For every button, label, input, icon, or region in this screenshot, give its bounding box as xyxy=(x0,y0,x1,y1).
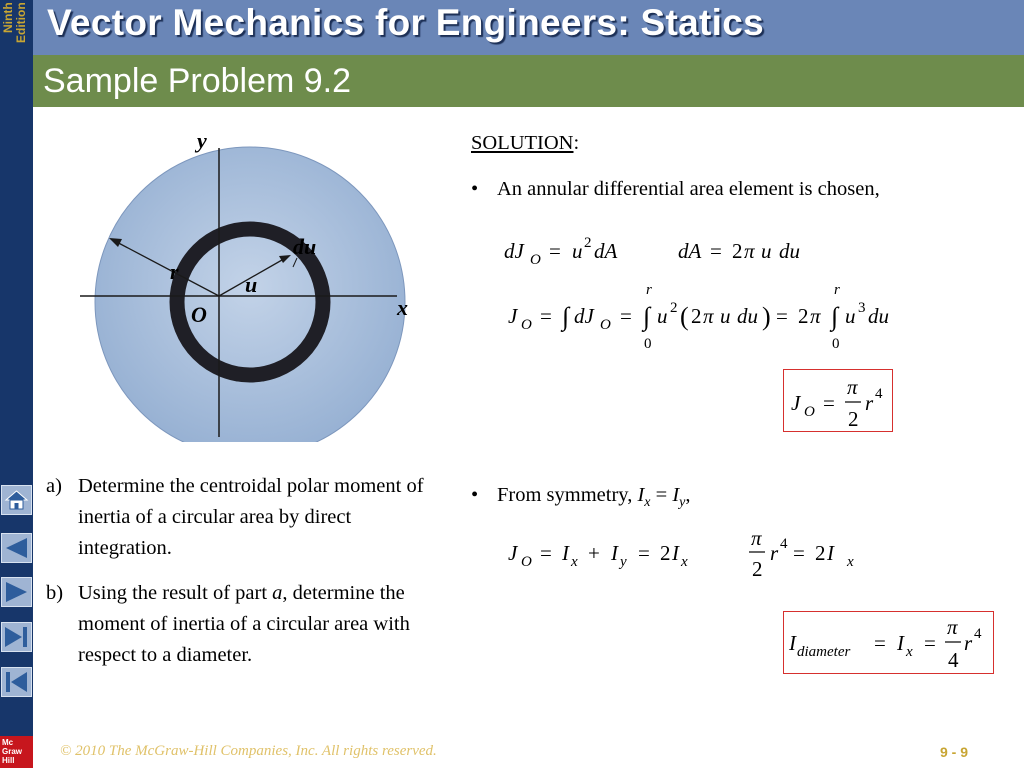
svg-text:dJ: dJ xyxy=(574,304,594,328)
svg-text:2: 2 xyxy=(732,239,743,263)
svg-text:2: 2 xyxy=(815,541,826,565)
solution-heading xyxy=(471,132,579,155)
home-button[interactable] xyxy=(1,485,32,515)
svg-text:∫: ∫ xyxy=(562,302,570,331)
equation-JO-integral xyxy=(500,280,920,360)
svg-text:4: 4 xyxy=(780,536,788,552)
next-slide-button[interactable] xyxy=(1,577,32,607)
edition-label xyxy=(0,0,33,70)
publisher-line-3: Hill xyxy=(2,756,15,765)
svg-text:u: u xyxy=(761,239,772,263)
svg-text:π: π xyxy=(751,526,762,550)
svg-text:2: 2 xyxy=(584,235,592,251)
edition-line-1: Ninth xyxy=(1,2,15,33)
svg-text:x: x xyxy=(847,554,854,570)
svg-text:u: u xyxy=(845,304,856,328)
result-box-Idiameter xyxy=(783,611,994,674)
svg-text:π: π xyxy=(744,239,755,263)
origin-label: O xyxy=(191,302,207,327)
svg-text:(: ( xyxy=(680,302,689,331)
svg-text:+: + xyxy=(588,541,600,565)
copyright-notice: © 2010 The McGraw-Hill Companies, Inc. All rights reserved. xyxy=(60,743,437,759)
svg-text:dA: dA xyxy=(678,239,702,263)
title-bar xyxy=(33,0,1024,55)
previous-slide-button[interactable] xyxy=(1,533,32,563)
equation-Idiameter-result xyxy=(784,612,993,673)
svg-text:3: 3 xyxy=(858,300,866,316)
svg-text:x: x xyxy=(906,644,913,660)
problem-b-italic: a xyxy=(272,582,283,604)
svg-text:π: π xyxy=(947,615,958,639)
solution-bullet-2: • From symmetry, $I_x = I_y$, xyxy=(471,484,691,511)
svg-text:2: 2 xyxy=(670,300,678,316)
du-label: du xyxy=(293,234,317,259)
svg-text:r: r xyxy=(964,631,973,655)
bullet-2-symbol: • xyxy=(471,484,479,506)
arrow-left-icon xyxy=(2,534,31,562)
svg-text:=: = xyxy=(540,541,552,565)
problem-b-text-2: , determine the moment of inertia of a circular area with respect to a diameter. xyxy=(78,582,410,666)
return-arrow-icon xyxy=(2,668,31,696)
svg-text:O: O xyxy=(521,554,532,570)
x-axis-label: x xyxy=(397,295,408,320)
svg-text:O: O xyxy=(600,317,611,333)
svg-text:=: = xyxy=(793,541,805,565)
publisher-logo xyxy=(0,736,33,768)
svg-text:du: du xyxy=(779,239,800,263)
bullet-1-symbol: • xyxy=(471,178,479,200)
svg-text:r: r xyxy=(646,282,652,298)
sidebar xyxy=(0,0,33,768)
problem-b-label: b) xyxy=(46,582,64,604)
svg-text:du: du xyxy=(868,304,889,328)
arrow-right-icon xyxy=(2,578,31,606)
problem-b-text xyxy=(78,578,436,671)
svg-text:J: J xyxy=(508,541,518,565)
annular-element-figure xyxy=(75,122,420,442)
svg-text:0: 0 xyxy=(644,336,652,352)
svg-text:=: = xyxy=(924,631,936,655)
svg-text:O: O xyxy=(804,404,815,420)
svg-text:u: u xyxy=(720,304,731,328)
publisher-line-2: Graw xyxy=(2,747,23,756)
equation-dJO xyxy=(500,228,820,273)
subtitle-bar xyxy=(33,55,1024,107)
problem-part-a xyxy=(46,471,436,564)
svg-text:r: r xyxy=(834,282,840,298)
svg-text:=: = xyxy=(638,541,650,565)
svg-text:J: J xyxy=(791,391,801,415)
svg-text:x: x xyxy=(571,554,578,570)
svg-text:du: du xyxy=(737,304,758,328)
return-button[interactable] xyxy=(1,667,32,697)
svg-text:y: y xyxy=(620,554,627,570)
equation-symmetry xyxy=(500,525,880,590)
svg-text:=: = xyxy=(776,304,788,328)
svg-text:I: I xyxy=(562,541,569,565)
bullet-2-prefix: From symmetry, xyxy=(497,484,638,506)
problem-part-b xyxy=(46,578,436,671)
svg-text:π: π xyxy=(703,304,714,328)
u-label: u xyxy=(245,272,258,297)
solution-heading-colon: : xyxy=(573,132,580,154)
svg-text:=: = xyxy=(540,304,552,328)
problem-b-text-1: Using the result of part xyxy=(78,582,273,604)
r-label: r xyxy=(170,259,179,284)
svg-text:diameter: diameter xyxy=(797,644,851,660)
bullet-2-suffix: , xyxy=(685,484,691,506)
solution-heading-text: SOLUTION xyxy=(471,132,574,154)
page-title: Vector Mechanics for Engineers: Statics xyxy=(47,2,764,43)
problem-a-label: a) xyxy=(46,475,62,497)
svg-text:∫: ∫ xyxy=(831,302,839,331)
page-number: 9 - 9 xyxy=(940,744,969,760)
svg-text:2: 2 xyxy=(660,541,671,565)
home-icon xyxy=(2,486,31,514)
equation-JO-result xyxy=(784,370,892,431)
bullet-1-text: An annular differential area element is chosen, xyxy=(497,178,880,200)
edition-line-2: Edition xyxy=(14,2,28,43)
result-box-JO xyxy=(783,369,893,432)
bullet-2-Iy: $I_y$ xyxy=(672,484,686,511)
publisher-line-1: Mc xyxy=(2,738,14,747)
svg-text:=: = xyxy=(874,631,886,655)
svg-text:4: 4 xyxy=(875,386,883,402)
svg-text:4: 4 xyxy=(948,648,959,672)
bullet-2-Ix: $I_x$ xyxy=(637,484,651,511)
svg-text:I: I xyxy=(789,631,796,655)
svg-text:=: = xyxy=(710,239,722,263)
svg-text:I: I xyxy=(611,541,618,565)
svg-text:π: π xyxy=(847,375,858,399)
last-slide-button[interactable] xyxy=(1,622,32,652)
svg-text:∫: ∫ xyxy=(643,302,651,331)
svg-text:2: 2 xyxy=(798,304,809,328)
svg-text:u: u xyxy=(572,239,583,263)
svg-text:π: π xyxy=(810,304,821,328)
skip-to-end-icon xyxy=(2,623,31,651)
slide-subtitle: Sample Problem 9.2 xyxy=(43,62,352,100)
svg-text:dJ: dJ xyxy=(504,239,524,263)
svg-text:u: u xyxy=(657,304,668,328)
svg-text:0: 0 xyxy=(832,336,840,352)
svg-text:x: x xyxy=(681,554,688,570)
svg-text:=: = xyxy=(823,391,835,415)
svg-text:2: 2 xyxy=(752,557,763,581)
svg-text:): ) xyxy=(762,302,771,331)
svg-text:I: I xyxy=(672,541,679,565)
svg-text:J: J xyxy=(508,304,518,328)
svg-text:I: I xyxy=(897,631,904,655)
svg-text:I: I xyxy=(827,541,834,565)
svg-text:=: = xyxy=(620,304,632,328)
problem-a-text: Determine the centroidal polar moment of inertia of a circular area by direct integration. xyxy=(78,475,424,559)
svg-text:2: 2 xyxy=(848,407,859,431)
svg-text:O: O xyxy=(521,317,532,333)
svg-text:r: r xyxy=(770,541,779,565)
svg-text:4: 4 xyxy=(974,626,982,642)
svg-text:=: = xyxy=(549,239,561,263)
svg-text:O: O xyxy=(530,252,541,268)
svg-text:2: 2 xyxy=(691,304,702,328)
y-axis-label: y xyxy=(197,128,207,153)
svg-text:r: r xyxy=(865,391,874,415)
solution-bullet-1 xyxy=(471,178,880,201)
svg-text:dA: dA xyxy=(594,239,618,263)
